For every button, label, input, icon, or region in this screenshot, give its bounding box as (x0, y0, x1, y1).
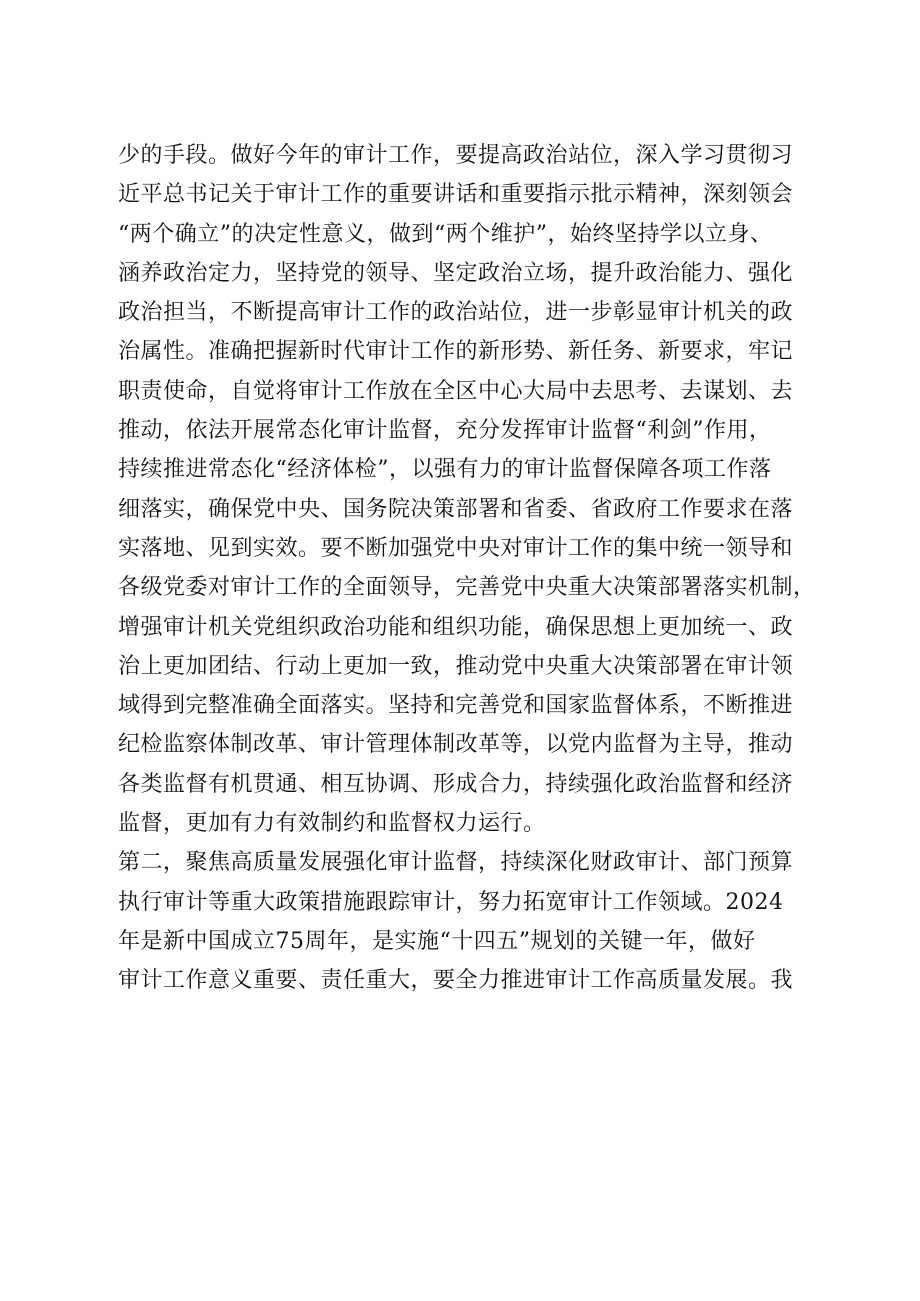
text-line: 监督，更加有力有效制约和监督权力运行。 (118, 811, 546, 837)
text-line: 审计工作意义重要、责任重大，要全力推进审计工作高质量发展。我 (118, 968, 794, 994)
text-line: 域得到完整准确全面落实。坚持和完善党和国家监督体系，不断推进 (118, 693, 794, 719)
text-line: 持续推进常态化“经济体检”，以强有力的审计监督保障各项工作落 (118, 457, 772, 483)
text-line: 治上更加团结、行动上更加一致，推动党中央重大决策部署在审计领 (118, 653, 794, 679)
text-line: 涵养政治定力，坚持党的领导、坚定政治立场，提升政治能力、强化 (118, 260, 794, 286)
text-line: “两个确立”的决定性意义，做到“两个维护”，始终坚持学以立身、 (118, 221, 773, 247)
text-line: 细落实，确保党中央、国务院决策部署和省委、省政府工作要求在落 (118, 496, 794, 522)
text-line: 推动，依法开展常态化审计监督，充分发挥审计监督“利剑”作用， (118, 418, 772, 444)
text-line: 纪检监察体制改革、审计管理体制改革等，以党内监督为主导，推动 (118, 732, 794, 758)
text-line: 增强审计机关党组织政治功能和组织功能，确保思想上更加统一、政 (118, 614, 794, 640)
text-line: 执行审计等重大政策措施跟踪审计，努力拓宽审计工作领域。2024 (118, 889, 784, 915)
body-text (118, 136, 838, 1001)
text-line: 治属性。准确把握新时代审计工作的新形势、新任务、新要求，牢记 (118, 339, 794, 365)
text-line: 近平总书记关于审计工作的重要讲话和重要指示批示精神，深刻领会 (118, 182, 794, 208)
text-line: 少的手段。做好今年的审计工作，要提高政治站位，深入学习贯彻习 (118, 143, 794, 168)
text-line: 政治担当，不断提高审计工作的政治站位，进一步彰显审计机关的政 (118, 300, 794, 326)
section-heading-line: 第二，聚焦高质量发展强化审计监督，持续深化财政审计、部门预算 (118, 850, 794, 876)
text-line: 年是新中国成立75周年，是实施“十四五”规划的关键一年，做好 (118, 928, 756, 954)
text-line: 实落地、见到实效。要不断加强党中央对审计工作的集中统一领导和 (118, 535, 794, 561)
text-line: 各类监督有机贯通、相互协调、形成合力，持续强化政治监督和经济 (118, 771, 794, 797)
text-line: 各级党委对审计工作的全面领导，完善党中央重大决策部署落实机制， (118, 575, 816, 601)
text-line: 职责使命，自觉将审计工作放在全区中心大局中去思考、去谋划、去 (118, 378, 794, 404)
